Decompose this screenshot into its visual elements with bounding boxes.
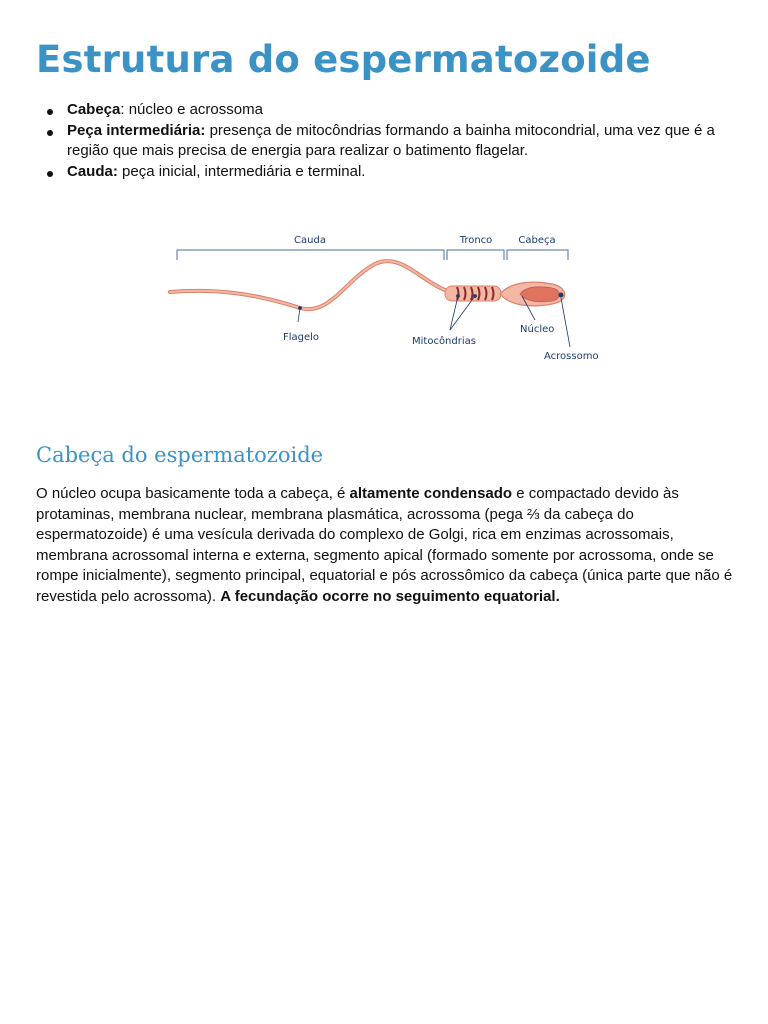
bullet-icon <box>47 171 53 177</box>
acrossomo-label: Acrossomo <box>544 351 599 362</box>
mitocondrias-label: Mitocôndrias <box>412 336 476 347</box>
list-item <box>36 100 736 121</box>
cauda-label: Cauda <box>294 235 326 246</box>
cabeca-label: Cabeça <box>518 235 556 246</box>
paragraph-bold: altamente condensado <box>349 485 513 502</box>
tronco-bracket <box>447 250 504 260</box>
nucleo-label: Núcleo <box>520 324 555 335</box>
paragraph-text: e compactado devido às protaminas, membrana nuclear, membrana plasmática, acrossoma (pega ⅔ da cabeça do espermatozoide) é uma vesícula derivada do complexo de Golgi, rica em enzimas acrossomais, membrana acrossomal interna e externa, segmento apical (formado somente por acrossoma, onde se rompe inicialmente), segmento principal, equatorial e pós acrossômico da cabeça (única parte que não é revestida pelo acrossoma). <box>36 485 733 605</box>
list-item-text: peça inicial, intermediária e terminal. <box>117 162 366 180</box>
paragraph-text: O núcleo ocupa basicamente toda a cabeça, é <box>36 485 350 502</box>
flagellum-core <box>170 261 445 309</box>
page-title: Estrutura do espermatozoide <box>36 38 651 81</box>
bullet-icon <box>47 130 53 136</box>
sperm-diagram <box>160 220 610 380</box>
flagellum <box>170 261 445 309</box>
structure-list <box>36 100 736 182</box>
list-item-term: Peça intermediária: <box>67 121 206 139</box>
list-item-text: presença de mitocôndrias formando a bainha mitocondrial, uma vez que é a região que mais precisa de energia para realizar o batimento flagelar. <box>67 121 715 159</box>
acrosome <box>559 293 564 298</box>
bullet-icon <box>47 109 53 115</box>
sperm-head <box>500 282 565 306</box>
section-paragraph <box>36 484 736 607</box>
list-item <box>36 162 736 183</box>
paragraph-bold: A fecundação ocorre no seguimento equatorial. <box>220 587 560 605</box>
list-item-text: : núcleo e acrossoma <box>120 101 263 118</box>
list-item-term: Cauda: <box>67 162 118 180</box>
sperm-diagram-svg <box>160 220 610 380</box>
flagelo-label: Flagelo <box>283 332 320 343</box>
list-item <box>36 121 736 162</box>
region-brackets <box>177 250 568 260</box>
section-heading: Cabeça do espermatozoide <box>36 443 324 467</box>
cauda-bracket <box>177 250 444 260</box>
cabeca-bracket <box>507 250 568 260</box>
tronco-label: Tronco <box>459 235 493 246</box>
list-item-term: Cabeça <box>67 101 121 118</box>
